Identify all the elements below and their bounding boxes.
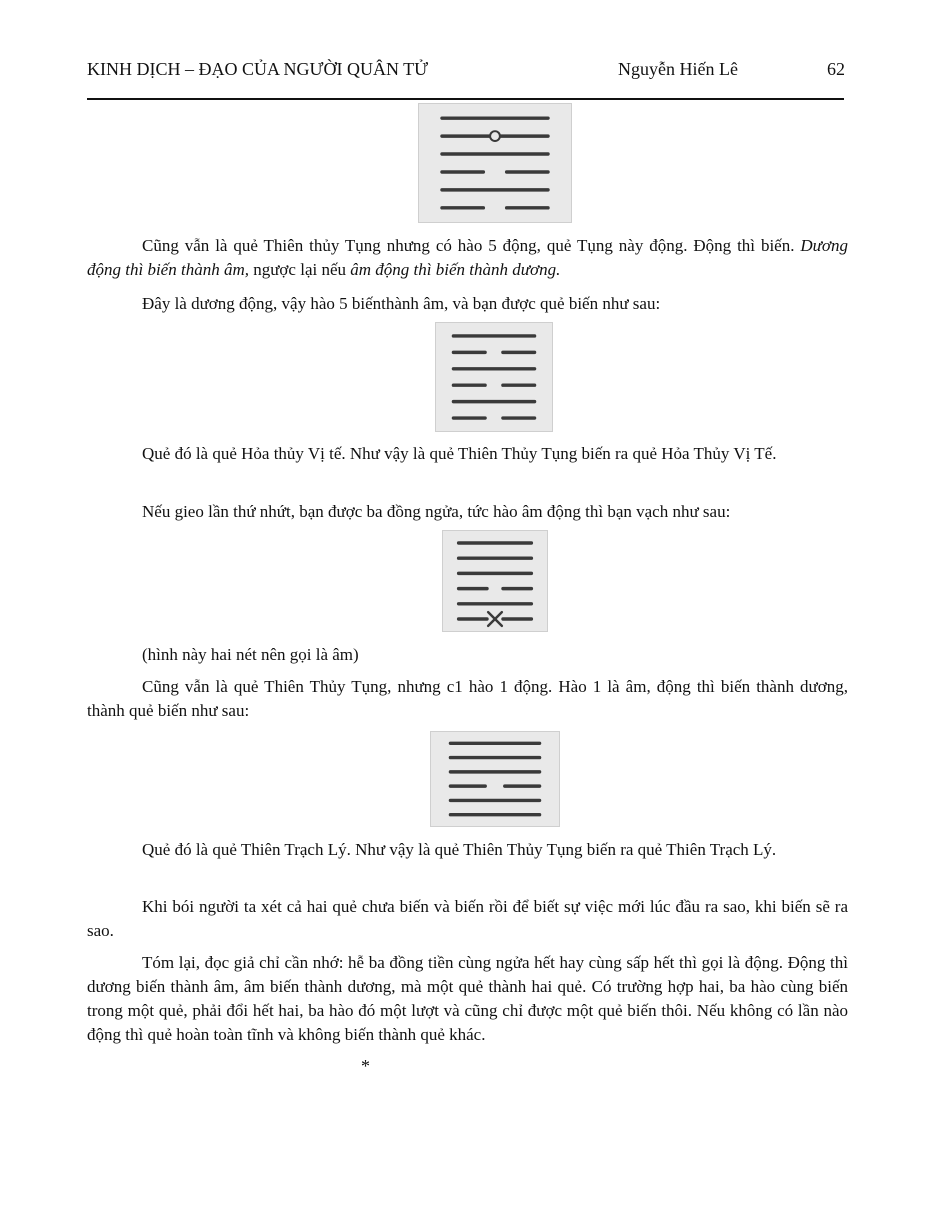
hexagram-figure-3 — [442, 530, 548, 632]
paragraph-4: Nếu gieo lần thứ nhứt, bạn được ba đồng ngửa, tức hào âm động thì bạn vạch như sau: — [142, 502, 731, 521]
hexagram-hoa-thuy-vi-te-icon — [436, 323, 552, 431]
section-separator: * — [361, 1056, 370, 1076]
paragraph-1-connector: ngược lại nếu — [248, 260, 351, 279]
paragraph-6: Cũng vẫn là quẻ Thiên Thủy Tụng, nhưng c1 hào 1 động. Hào 1 là âm, động thì biến thành dương, thành quẻ biến như sau: — [87, 677, 848, 720]
header-divider — [87, 98, 844, 100]
hexagram-figure-2 — [435, 322, 553, 432]
author-name: Nguyễn Hiến Lê — [618, 59, 738, 79]
paragraph-1 — [87, 234, 848, 282]
paragraph-9: Tóm lại, đọc giả chỉ cần nhớ: hễ ba đồng tiền cùng ngửa hết hay cùng sấp hết thì gọi là động. Động thì dương biến thành âm, âm biến thành dương, mà một quẻ thành hai quẻ. Có trường hợp hai, ba hào cùng biến trong một quẻ, phải đổi hết hai, ba hào đó một lượt và cũng chỉ được một quẻ biến thôi. Nếu không có lần nào động thì quẻ hoàn toàn tĩnh và không biến thành quẻ khác. — [87, 953, 848, 1044]
paragraph-1-emphasis-a: Dương động thì biến thành âm, — [87, 236, 848, 279]
paragraph-7: Quẻ đó là quẻ Thiên Trạch Lý. Như vậy là quẻ Thiên Thủy Tụng biến ra quẻ Thiên Trạch Lý. — [142, 840, 777, 859]
paragraph-1-text: Cũng vẫn là quẻ Thiên thủy Tụng nhưng có hào 5 động, quẻ Tụng này động. Động thì biến. — [142, 236, 801, 255]
hexagram-figure-4 — [430, 731, 560, 827]
paragraph-5: (hình này hai nét nên gọi là âm) — [142, 645, 359, 664]
moving-line-circle-mark — [490, 131, 500, 141]
hexagram-thien-thuy-tung-hao1-icon — [443, 531, 547, 631]
hexagram-thien-trach-ly-icon — [431, 732, 559, 826]
page-number: 62 — [827, 59, 845, 79]
hexagram-thien-thuy-tung-hao5-icon — [419, 104, 571, 222]
paragraph-2: Đây là dương động, vậy hào 5 biếnthành âm, và bạn được quẻ biến như sau: — [142, 294, 661, 313]
hexagram-figure-1 — [418, 103, 572, 223]
book-title: KINH DỊCH – ĐẠO CỦA NGƯỜI QUÂN TỬ — [87, 59, 429, 79]
paragraph-8: Khi bói người ta xét cả hai quẻ chưa biến và biến rồi để biết sự việc mới lúc đầu ra sao, khi biến sẽ ra sao. — [87, 897, 848, 940]
paragraph-1-emphasis-b: âm động thì biến thành dương. — [350, 260, 561, 279]
paragraph-3: Quẻ đó là quẻ Hỏa thủy Vị tế. Như vậy là quẻ Thiên Thủy Tụng biến ra quẻ Hỏa Thủy Vị Tế. — [142, 444, 777, 463]
page-header — [87, 58, 845, 82]
